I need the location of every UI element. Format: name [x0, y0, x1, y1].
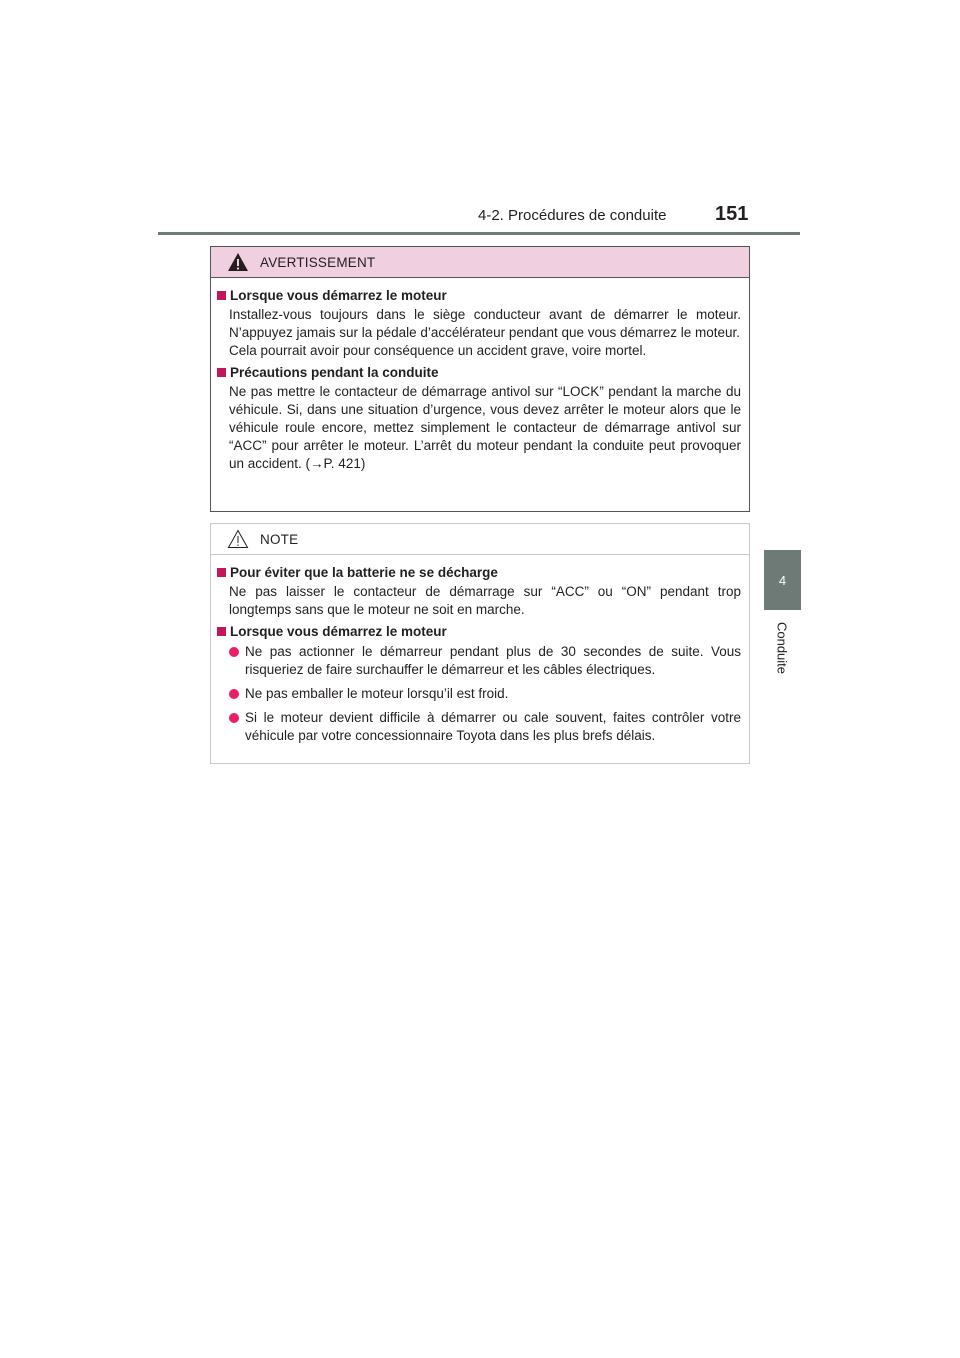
list-item-text: Ne pas actionner le démarreur pendant plus de 30 secondes de suite. Vous risqueriez de faire surchauffer le démarreur et les câbles électriques. — [245, 644, 741, 677]
chapter-number: 4 — [778, 572, 787, 588]
warning-box — [210, 246, 750, 512]
note-item-title-text: Lorsque vous démarrez le moteur — [230, 624, 447, 639]
warning-item-title — [217, 288, 741, 303]
chapter-label: Conduite — [774, 621, 790, 675]
note-item-title — [217, 565, 741, 580]
warning-triangle-icon — [227, 252, 249, 272]
square-bullet-icon — [217, 568, 226, 577]
page-number: 151 — [715, 203, 749, 225]
list-item — [229, 643, 741, 679]
warning-heading: AVERTISSEMENT — [260, 254, 376, 270]
list-item — [229, 685, 741, 703]
round-bullet-icon — [229, 647, 239, 657]
square-bullet-icon — [217, 368, 226, 377]
warning-item — [217, 365, 741, 473]
warning-item-title — [217, 365, 741, 380]
square-bullet-icon — [217, 291, 226, 300]
caution-triangle-icon — [227, 529, 249, 549]
list-item — [229, 709, 741, 745]
note-body — [211, 555, 749, 745]
note-header — [211, 524, 749, 555]
note-item-title — [217, 624, 741, 639]
warning-item-text: Cela pourrait avoir pour conséquence un accident grave, voire mortel. — [229, 343, 647, 358]
square-bullet-icon — [217, 627, 226, 636]
note-item-text: Ne pas laisser le contacteur de démarrage sur “ACC” ou “ON” pendant trop longtemps sans que le moteur ne soit en marche. — [229, 584, 741, 617]
note-item — [217, 565, 741, 619]
round-bullet-icon — [229, 713, 239, 723]
warning-item — [217, 288, 741, 360]
warning-body — [211, 278, 749, 473]
warning-header — [211, 247, 749, 278]
list-item-text: Si le moteur devient difficile à démarrer ou cale souvent, faites contrôler votre véhicule par votre concessionnaire Toyota dans les plus brefs délais. — [245, 710, 741, 743]
warning-item-text: Installez-vous toujours dans le siège conducteur avant de démarrer le moteur. N’appuyez jamais sur la pédale d’accélérateur pendant que vous démarrez le moteur. — [229, 307, 741, 340]
list-item-text: Ne pas emballer le moteur lorsqu’il est froid. — [245, 686, 509, 701]
note-heading: NOTE — [260, 531, 299, 547]
warning-item-text: Ne pas mettre le contacteur de démarrage antivol sur “LOCK” pendant la marche du véhicule. Si, dans une situation d’urgence, vous devez arrêter le moteur alors que le véhicule roule encore, mettez simplement le contacteur de démarrage antivol sur “ACC” pour arrêter le moteur. L’arrêt du moteur pendant la conduite peut provoquer un accident. (→P. 421) — [229, 384, 741, 471]
warning-item-title-text: Précautions pendant la conduite — [230, 365, 439, 380]
note-box — [210, 523, 750, 764]
note-item-title-text: Pour éviter que la batterie ne se décharge — [230, 565, 498, 580]
round-bullet-icon — [229, 689, 239, 699]
section-title: 4-2. Procédures de conduite — [478, 207, 667, 224]
chapter-tab — [764, 550, 801, 610]
note-item — [217, 624, 741, 745]
warning-item-title-text: Lorsque vous démarrez le moteur — [230, 288, 447, 303]
header-rule — [158, 232, 800, 235]
